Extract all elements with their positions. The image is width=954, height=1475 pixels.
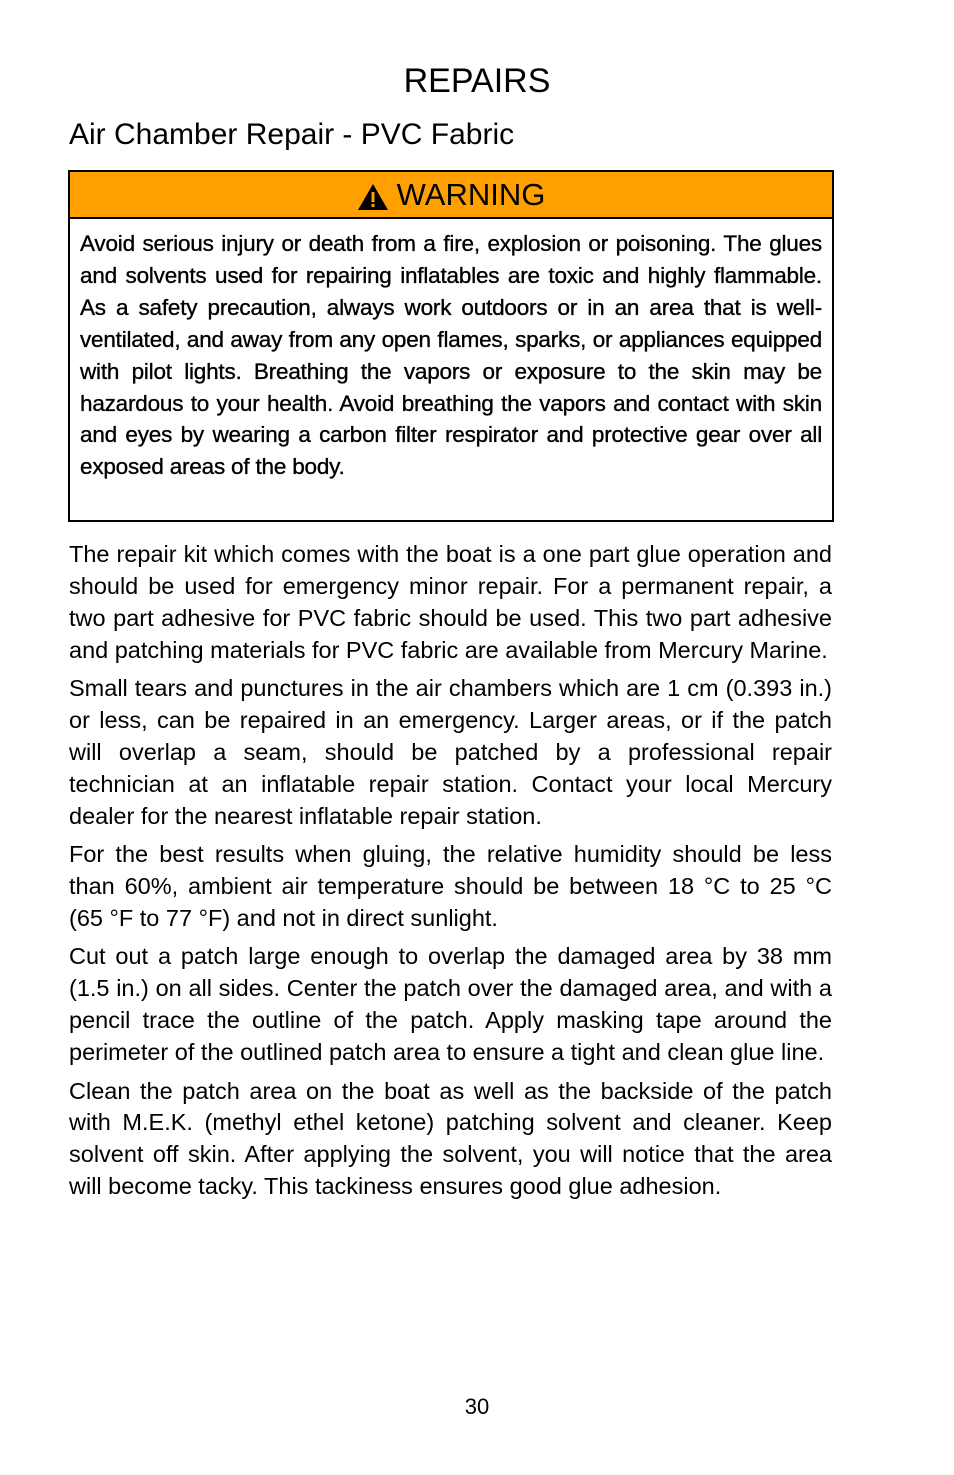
paragraph-small-tears: Small tears and punctures in the air chambers which are 1 cm (0.393 in.) or less, can be repaired in an emergency. Larger areas, or if the patch will overlap a seam, should be patched by a professional repair technician at an inflatable repair station. Contact your local Mercury dealer for the nearest inflatable repair station.: [69, 675, 832, 829]
warning-label: WARNING: [396, 176, 546, 212]
body-content: [69, 539, 832, 1210]
page-number: 30: [464, 1394, 490, 1419]
paragraph-gluing-conditions: For the best results when gluing, the relative humidity should be less than 60%, ambient air temperature should be between 18 °C to 25 °C (65 °F to 77 °F) and not in direct sunlight.: [69, 841, 832, 931]
warning-box: [68, 170, 834, 522]
warning-triangle-icon: [357, 183, 389, 211]
section-title: Air Chamber Repair - PVC Fabric: [69, 118, 515, 151]
page-title: REPAIRS: [403, 62, 551, 100]
warning-text: Avoid serious injury or death from a fire, explosion or poisoning. The glues and solvents used for repairing inflatables are toxic and highly flammable. As a safety precaution, always work outdoors or in an area that is well-ventilated, and away from any open flames, sparks, or appliances equipped with pilot lights. Breathing the vapors or exposure to the skin may be hazardous to your health. Avoid breathing the vapors and contact with skin and eyes by wearing a carbon filter respirator and protective gear over all exposed areas of the body.: [80, 231, 822, 480]
paragraph-clean-patch: Clean the patch area on the boat as well as the backside of the patch with M.E.K. (methyl ethel ketone) patching solvent and cleaner. Keep solvent off skin. After applying the solvent, you will notice that the area will become tacky. This tackiness ensures good glue adhesion.: [69, 1077, 832, 1200]
paragraph-repair-kit: The repair kit which comes with the boat is a one part glue operation and should be used for emergency minor repair. For a permanent repair, a two part adhesive for PVC fabric should be used. This two part adhesive and patching materials for PVC fabric are available from Mercury Marine.: [69, 541, 832, 663]
paragraph-cut-patch: Cut out a patch large enough to overlap the damaged area by 38 mm (1.5 in.) on all sides. Center the patch over the damaged area, and with a pencil trace the outline of the patch. Apply masking tape around the perimeter of the outlined patch area to ensure a tight and clean glue line.: [69, 943, 832, 1066]
warning-header: [70, 172, 832, 219]
